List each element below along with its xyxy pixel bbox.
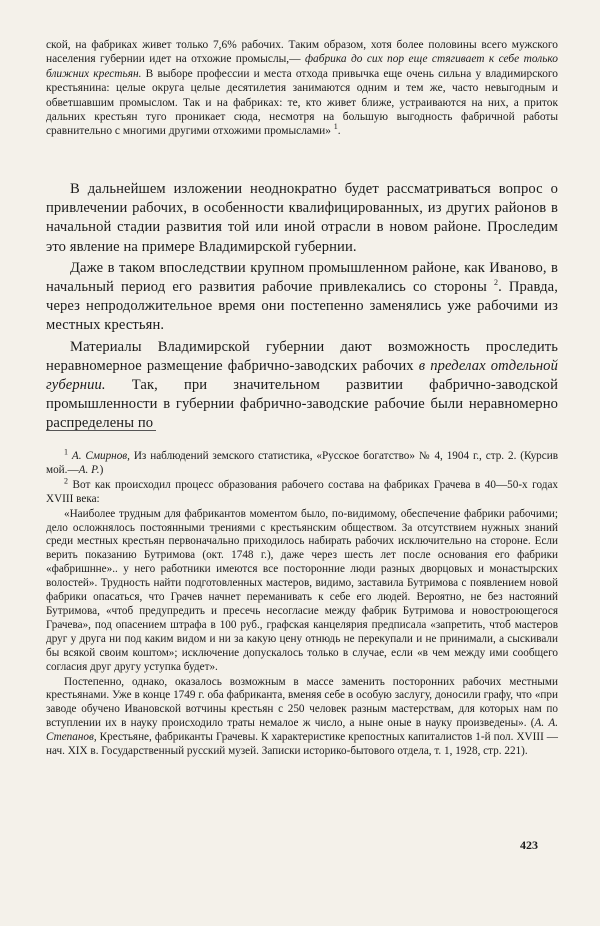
footnote-marker-1: 1	[333, 122, 338, 132]
italic-emphasis: фабрика до сих пор еще стягивает к себе только ближних крестьян.	[46, 53, 558, 80]
body-paragraph-1: В дальнейшем изложении неоднократно будет рассматриваться вопрос о привлечении рабочих, в особенности квалифицированных, из других районов в начальной стадии развития той или иной отрасли в новом районе. Проследим это явление на примере Владимирской губернии.	[46, 181, 558, 255]
main-body-text	[46, 180, 558, 436]
footnotes	[46, 447, 559, 760]
footnote-1: $^1$ А. Смирнов, Из наблюдений земского статистика, «Русское богатство» № 4, 1904 г., стр. 2. (Курсив мой.—А. Р.)	[46, 447, 559, 476]
footnote-divider	[46, 430, 156, 431]
italic-emphasis: в пределах отдельной губернии.	[46, 357, 558, 394]
body-paragraph-3: Материалы Владимирской губернии дают возможность проследить неравномерное размещение фабрично-заводских рабочих в пределах отдельной губернии. Так, при значительном развитии фабрично-заводской промышленности в губернии фабрично-заводские рабочие были неравномерно распределены по	[46, 338, 558, 432]
quote-paragraph: ской, на фабриках живет только 7,6% рабочих. Таким образом, хотя более половины всего мужского населения губернии идет на отхожие промыслы,— фабрика до сих пор еще стягивает к себе только ближних крестьян. В выборе профессии и места отхода привычка еще очень сильна у владимирского крестьянина: целые округа целые десятилетия занимаются одним и тем же, часто невыгодным и обветшавшим промыслом. Так и на фабриках: те, кто живет ближе, устраиваются на них, а приток дальних крестьян туго проникает сюда, несмотря на большую выгодность фабричной работы сравнительно с многими другими отхожими промыслами» $^1$.	[46, 39, 558, 138]
footnote-2-quote: «Наиболее трудным для фабрикантов моментом было, по-видимому, обеспечение фабрики рабочими; дело осложнялось постоянными трениями с крестьянским обществом. За отсутствием нужных знаний среди местных крестьян первоначально приходилось набирать рабочих исключительно на стороне. Если верить показанию Бутримова (окт. 1748 г.), даже через шесть лет после основания его фабрики «фабришнне».. у него работники имеются все посторонние люди разных дворцовых и монастырских волостей». Трудность найти подготовленных мастеров, видимо, заставила Бутримова с появлением новой фабрики опасаться, что Грачев начнет переманивать к себе его людей. Вероятно, не без настояний Бутримова, «чтоб предупредить и пресечь несогласие между фабрик Бутримова и новостроющегося Грачева», под опасением штрафа в 100 руб., графская канцелярия предписала «запретить, чтоб мастеров друг у друга ни под каким видом и ни за какую цену отнюдь не перекупали и не принимали, а сыскивали бы всякой своим коштом»; исключение допускалось только в случае, если «в чем между ими сообщего согласия друг другу уступка будет».	[46, 507, 558, 673]
page-number: 423	[520, 838, 538, 852]
footnote-2-continuation: Постепенно, однако, оказалось возможным в массе заменить посторонних рабочих местными крестьянами. Уже в конце 1749 г. оба фабриканта, вменяя себе в особую заслугу, доносили графу, что «при заводе обучено Ивановской вотчины крестьян с 250 человек разным мастерствам, для которых нам по вступлении их в науку происходило траты немалое ж число, а ныне оные в науку произведены». (А. А. Степанов, Крестьяне, фабриканты Грачевы. К характеристике крепостных капиталистов 1-й пол. XVIII — нач. XIX в. Государственный русский музей. Записки историко-бытового отдела, т. 1, 1928, стр. 221).	[46, 675, 558, 758]
body-paragraph-2: Даже в таком впоследствии крупном промышленном районе, как Иваново, в начальный период его развития рабочие привлекались со стороны $^2$. Правда, через непродолжительное время они постепенно заменялись уже рабочими из местных крестьян.	[46, 259, 558, 334]
footnote-marker-2: 2	[493, 278, 499, 288]
quotation-continuation	[46, 38, 558, 139]
footnote-2: $^2$ Вот как происходил процесс образования рабочего состава на фабриках Грачева в 40—50-х годах XVIII века:	[46, 476, 558, 505]
